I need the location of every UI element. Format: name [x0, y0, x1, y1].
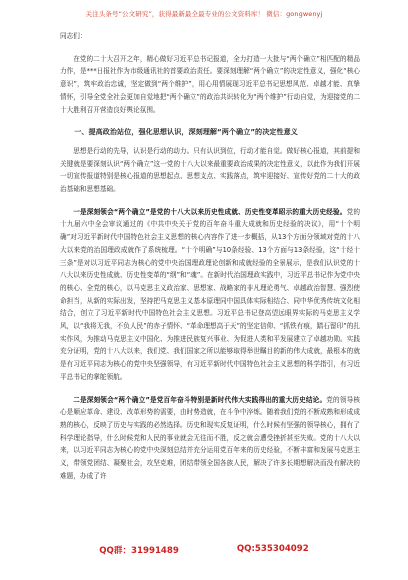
footer-contacts — [0, 544, 408, 556]
qq-group-contact: QQ群：31991489 — [99, 546, 179, 556]
point-1-lead: 一是深刻领会“两个确立”是党的十八大以来历史性成就、历史性变革昭示的重大历史经验。 — [73, 207, 347, 216]
top-banner: 关注头条号“公文研究”，获得最新最全最专业的公文资料库！ 微信：gongwenyj — [85, 10, 323, 18]
section-1-paragraph: 思想是行动的先导，认识是行动的动力。只有认识到位，行动才能自觉。做好核心报道，其前提和关键就是要深刻认识“两个确立”这一党的十八大以来最重要政治成果的决定性意义，以此作为我们开展一切宣传报道特别是核心报道的思想起点、思想支点、实践落点，筑牢迎接好、宣传好党的二十大的政治基础和思想基础。 — [60, 146, 360, 194]
document-body — [60, 30, 360, 483]
section-1-heading: 一、提高政治站位，强化思想认识，深刻理解“两个确立”的决定性意义 — [74, 127, 298, 137]
point-2-body: 党的领导核心是顺应革命、建设、改革形势的需要，由时势造就，在斗争中淬炼。随着我们党的不断成熟和形成成熟的核心，反映了历史与实践的必然选择。历史和现实反复证明，什么时候有坚强的领导核心，拥有了科学理论指导，什么时候党和人民的事业就会无往而不胜，反之就会遭受挫折甚至失败。党的十八大以来，以习近平同志为核心的党中央深刻总结并充分运用党百年来的历史经验，不断丰富和发展马克思主义，带领党团结、凝聚社会，攻坚克难，团结带领全国各族人民，解决了许多长期想解决而没有解决的难题，办成了许 — [60, 395, 360, 480]
point-2-lead: 二是深刻领会“两个确立”是党百年奋斗特别是新时代伟大实践得出的重大历史结论。 — [73, 395, 327, 404]
salutation: 同志们： — [60, 32, 87, 40]
qq-contact: QQ:535304092 — [236, 544, 309, 554]
point-2-paragraph — [60, 394, 360, 483]
point-1-body: 党的十九届六中全会审议通过的《中共中央关于党的百年奋斗重大成就和历史经验的决议》，用“十个明确”对习近平新时代中国特色社会主义思想的核心内容作了进一步概括，从13个方面分领域对党的十八大以来党的治国理政成就作了系统梳理。“十个明确”与10条经验、13个方面与13条经验，这“十经十三条”是对以习近平同志为核心的党中央治国理政理论创新和成就经验的全景展示，是我们认识党的十八大以来历史性成就、历史性变革的“纲”和“魂”。在新时代治国理政实践中，习近平总书记作为党中央的核心、全党的核心，以马克思主义政治家、思想家、战略家的非凡理论勇气、卓越政治智慧、强烈使命担当，从新的实际出发，坚持把马克思主义基本原理同中国具体实际相结合、同中华优秀传统文化相结合，创立了习近平新时代中国特色社会主义思想。习近平总书记登高望远眼界实际的马克思主义学风，以“我将无我，不负人民”的赤子情怀、“革命理想高于天”的坚定信仰、“抓铁有痕，踏石留印”的扎实作风，为推动马克思主义中国化、为推进民族复兴事业、为促进人类和平发展建立了卓越功勋。实践充分证明，党的十八大以来，我们党、我们国家之所以能够取得举世瞩目的新的伟大成就，最根本的就是有习近平同志为核心的党中央坚强领导，有习近平新时代中国特色社会主义思想的科学指引，有习近平总书记的掌舵领航。 — [60, 207, 361, 381]
intro-paragraph: 在党的二十大召开之年，精心做好习近平总书记报道，全力打造一大批与“两个确立”相匹配的精品力作，是***日报社作为市级通讯社的首要政治责任。要深刻理解“两个确立”的决定性意义，强化“核心意识”，筑牢政治忠诚，坚定做到“两个维护”，用心用情展现习近平总书记思想风范、卓越才能、真挚情怀，引导全党全社会更加自觉地把“两个确立”的政治共识转化为“两个维护”行动自觉，为迎接党的二十大胜利召开营造良好舆论氛围。 — [60, 54, 360, 114]
point-1-paragraph — [60, 206, 360, 384]
